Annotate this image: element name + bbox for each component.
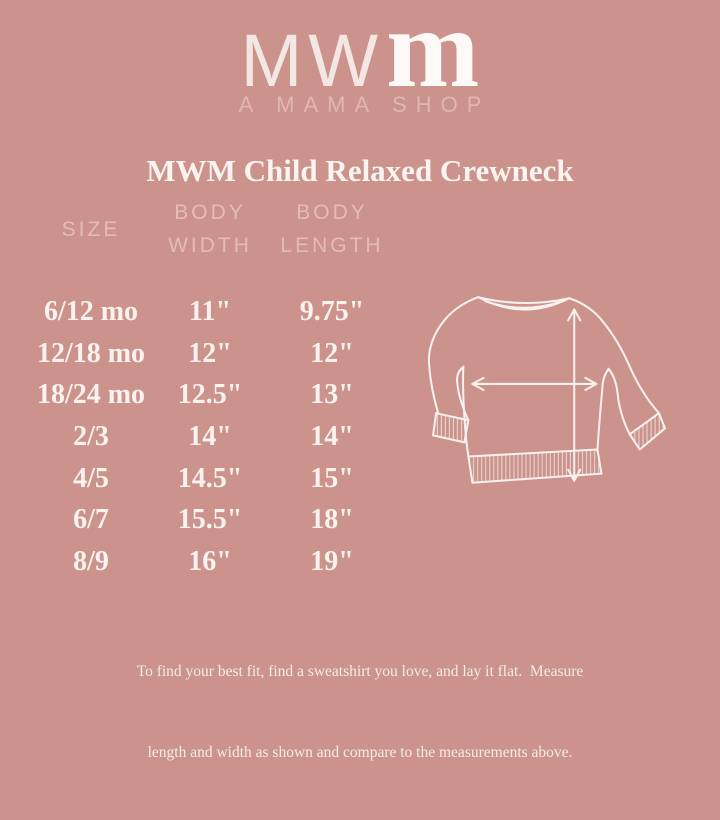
table-body <box>20 291 406 583</box>
body-width-cell: 14" <box>188 420 232 452</box>
logo-m-text: m <box>386 0 480 111</box>
size-cell: 6/7 <box>73 504 109 536</box>
body-length-cell: 14" <box>310 420 354 452</box>
body-width-cell: 12.5" <box>177 379 243 411</box>
body-width-cell: 15.5" <box>177 504 243 536</box>
body-width-arrow <box>472 378 596 390</box>
table-row <box>20 291 406 333</box>
size-cell: 6/12 mo <box>43 295 139 327</box>
size-table <box>20 196 406 583</box>
body-length-cell: 15" <box>310 462 354 494</box>
size-cell: 12/18 mo <box>36 337 146 369</box>
right-sleeve <box>569 298 659 413</box>
body-width-cell: 14.5" <box>177 462 243 494</box>
column-header-size: SIZE <box>61 217 121 241</box>
table-row <box>20 458 406 500</box>
size-cell: 8/9 <box>73 545 109 577</box>
table-row <box>20 333 406 375</box>
fit-instructions <box>0 604 720 820</box>
size-cell: 2/3 <box>73 420 109 452</box>
size-cell: 18/24 mo <box>36 379 146 411</box>
body-width-cell: 12" <box>188 337 232 369</box>
column-header-body-length: BODY LENGTH <box>280 201 384 257</box>
collar-outline <box>478 297 569 303</box>
column-header-body-width: BODY WIDTH <box>168 201 252 257</box>
table-row <box>20 416 406 458</box>
right-sleeve-inner <box>609 369 630 435</box>
table-row <box>20 541 406 583</box>
sweatshirt-illustration <box>424 288 666 496</box>
body-length-cell: 19" <box>310 545 354 577</box>
body-length-cell: 18" <box>310 504 354 536</box>
logo-mw-text: MW <box>240 19 385 102</box>
hem-band <box>468 449 601 482</box>
page-title: MWM Child Relaxed Crewneck <box>146 153 574 188</box>
fit-instructions-line2: length and width as shown and compare to the measurements above. <box>147 744 573 761</box>
body-width-cell: 16" <box>188 545 232 577</box>
left-sleeve <box>429 297 479 413</box>
left-cuff <box>433 413 468 442</box>
size-cell: 4/5 <box>73 462 109 494</box>
table-header-row <box>20 196 406 262</box>
body-length-cell: 12" <box>310 337 354 369</box>
right-cuff <box>630 413 665 449</box>
body-width-cell: 11" <box>189 295 231 327</box>
brand-subtitle: A MAMA SHOP <box>238 92 491 117</box>
body-length-cell: 9.75" <box>299 295 365 327</box>
table-row <box>20 374 406 416</box>
body-length-cell: 13" <box>310 379 354 411</box>
table-row <box>20 499 406 541</box>
body-right-edge <box>597 369 608 451</box>
fit-instructions-line1: To find your best fit, find a sweatshirt you love, and lay it flat. Measure <box>136 663 584 680</box>
